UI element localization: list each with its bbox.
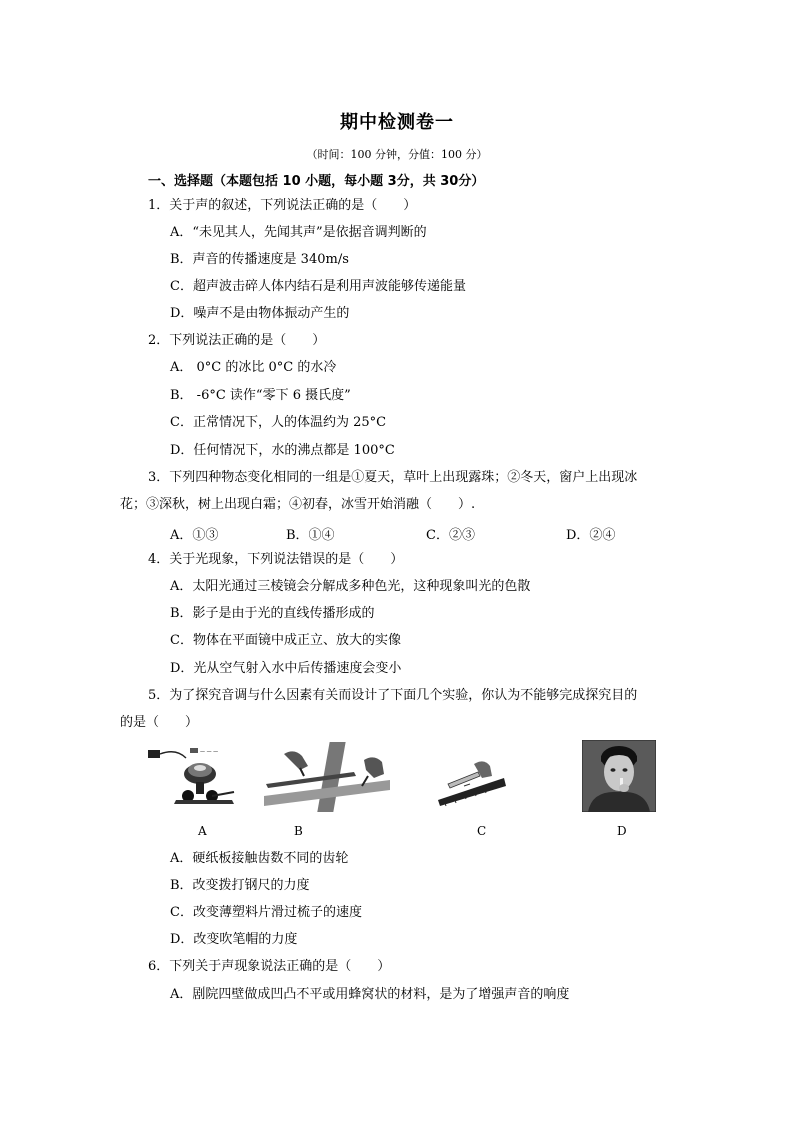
- question-5-option-b: B．改变拨打钢尺的力度: [170, 878, 310, 893]
- figure-a-gear-illustration: [146, 744, 236, 816]
- svg-text:— — —: — — —: [200, 749, 219, 755]
- figure-c-comb-illustration: [434, 756, 510, 808]
- figure-label-d: D: [617, 824, 627, 838]
- question-5-stem-line-1: 5．为了探究音调与什么因素有关而设计了下面几个实验，你认为不能够完成探究目的: [148, 688, 638, 703]
- page-title: 期中检测卷一: [340, 112, 454, 133]
- question-2-stem: 2．下列说法正确的是（ ）: [148, 333, 326, 348]
- question-2-option-d: D．任何情况下，水的沸点都是 100°C: [170, 443, 395, 458]
- question-6-option-a: A．剧院四壁做成凹凸不平或用蜂窝状的材料，是为了增强声音的响度: [170, 987, 570, 1002]
- question-2-option-c: C．正常情况下，人的体温约为 25°C: [170, 415, 387, 430]
- question-4-option-b: B．影子是由于光的直线传播形成的: [170, 606, 375, 621]
- question-3-option-b: B．①④: [286, 528, 335, 543]
- question-2-option-b: B． -6°C 读作“零下 6 摄氏度”: [170, 388, 351, 403]
- question-5-option-a: A．硬纸板接触齿数不同的齿轮: [170, 851, 349, 866]
- section-heading: 一、选择题（本题包括 10 小题，每小题 3分，共 30分）: [148, 174, 485, 189]
- question-1-option-a: A．“未见其人，先闻其声”是依据音调判断的: [170, 225, 427, 240]
- question-4-option-c: C．物体在平面镜中成正立、放大的实像: [170, 633, 401, 648]
- question-5-figures: [140, 738, 680, 848]
- question-4-option-a: A．太阳光通过三棱镜会分解成多种色光，这种现象叫光的色散: [170, 579, 531, 594]
- exam-info: （时间：100 分钟，分值：100 分）: [306, 148, 488, 161]
- question-5-option-d: D．改变吹笔帽的力度: [170, 932, 298, 947]
- figure-label-a: A: [198, 824, 207, 838]
- question-4-stem: 4．关于光现象，下列说法错误的是（ ）: [148, 552, 404, 567]
- figure-label-b: B: [294, 824, 303, 838]
- question-1-stem: 1．关于声的叙述，下列说法正确的是（ ）: [148, 198, 417, 213]
- question-3-option-c: C．②③: [426, 528, 475, 543]
- question-1-option-c: C．超声波击碎人体内结石是利用声波能够传递能量: [170, 279, 466, 294]
- question-6-stem: 6．下列关于声现象说法正确的是（ ）: [148, 959, 391, 974]
- question-3-stem-line-1: 3．下列四种物态变化相同的一组是①夏天，草叶上出现露珠；②冬天，窗户上出现冰: [148, 470, 638, 485]
- question-1-option-d: D．噪声不是由物体振动产生的: [170, 306, 350, 321]
- question-4-option-d: D．光从空气射入水中后传播速度会变小: [170, 661, 402, 676]
- question-3-option-a: A．①③: [170, 528, 219, 543]
- figure-label-c: C: [477, 824, 487, 838]
- question-3-stem-line-2: 花；③深秋，树上出现白霜；④初春，冰雪开始消融（ ）.: [120, 497, 476, 512]
- question-3-option-d: D．②④: [566, 528, 616, 543]
- question-1-option-b: B．声音的传播速度是 340m/s: [170, 252, 349, 267]
- figure-d-photo: [582, 740, 656, 812]
- question-2-option-a: A． 0°C 的冰比 0°C 的水冷: [170, 360, 337, 375]
- figure-b-ruler-illustration: [264, 740, 392, 814]
- question-5-stem-line-2: 的是（ ）: [120, 715, 199, 730]
- question-5-option-c: C．改变薄塑料片滑过梳子的速度: [170, 905, 362, 920]
